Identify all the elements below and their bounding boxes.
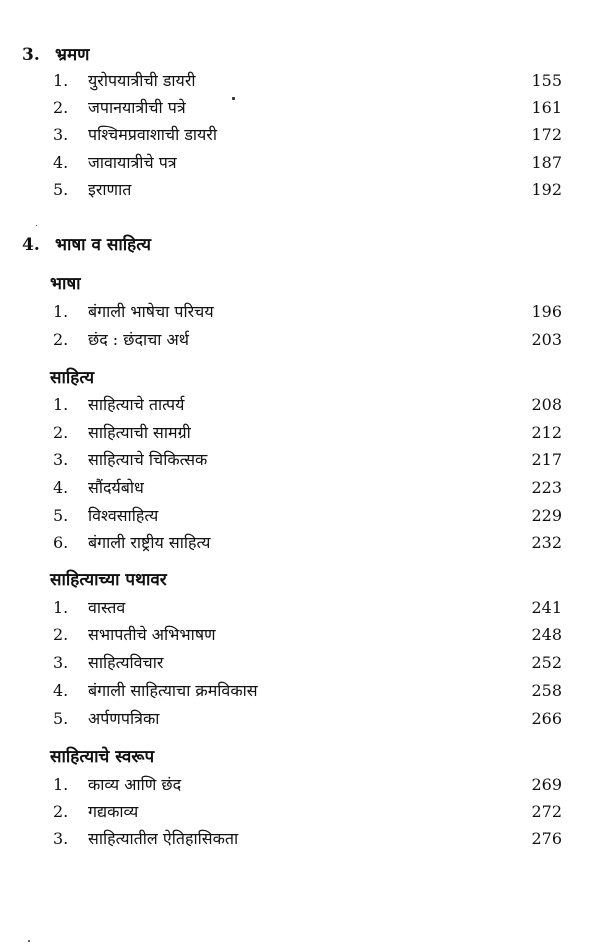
entry-page: 248 (531, 625, 562, 644)
toc-entry (0, 475, 600, 501)
toc-entry (0, 595, 600, 621)
entry-number: 1. (53, 302, 69, 321)
subsection-title: साहित्याचे स्वरूप (50, 747, 155, 767)
entry-title: सभापतीचे अभिभाषण (88, 625, 216, 644)
entry-page: 187 (531, 153, 562, 172)
subsection-heading (0, 271, 600, 297)
toc-entry (0, 503, 600, 529)
entry-page: 217 (531, 450, 562, 469)
entry-page: 208 (531, 395, 562, 414)
toc-entry (0, 327, 600, 353)
entry-title: युरोपयात्रीची डायरी (88, 71, 196, 90)
entry-number: 5. (53, 709, 69, 728)
entry-page: 241 (531, 598, 562, 617)
entry-number: 5. (53, 180, 69, 199)
entry-title: अर्पणपत्रिका (88, 709, 160, 728)
toc-entry (0, 299, 600, 325)
section-number: 4. (22, 235, 40, 255)
toc-entry (0, 68, 600, 94)
entry-title: साहित्यातील ऐतिहासिकता (88, 829, 239, 848)
subsection-heading (0, 567, 600, 593)
entry-title: बंगाली भाषेचा परिचय (88, 302, 214, 321)
entry-number: 4. (53, 153, 69, 172)
entry-number: 2. (53, 802, 69, 821)
toc-entry (0, 150, 600, 176)
entry-number: 1. (53, 775, 69, 794)
toc-entry (0, 678, 600, 704)
subsection-title: भाषा (50, 274, 81, 294)
entry-title: पश्चिमप्रवाशाची डायरी (88, 125, 217, 144)
entry-title: इराणात (88, 180, 132, 199)
toc-entry (0, 826, 600, 852)
entry-number: 1. (53, 71, 69, 90)
entry-page: 212 (531, 423, 562, 442)
scan-speck (36, 225, 37, 226)
section-number: 3. (22, 45, 40, 65)
subsection-heading (0, 365, 600, 391)
entry-number: 3. (53, 653, 69, 672)
toc-entry (0, 177, 600, 203)
toc-entry (0, 530, 600, 556)
entry-page: 161 (531, 98, 562, 117)
entry-page: 252 (531, 653, 562, 672)
entry-number: 2. (53, 330, 69, 349)
entry-number: 3. (53, 125, 69, 144)
entry-page: 258 (531, 681, 562, 700)
entry-title: काव्य आणि छंद (88, 775, 182, 794)
entry-page: 266 (531, 709, 562, 728)
entry-title: जावायात्रीचे पत्र (88, 153, 177, 172)
entry-number: 1. (53, 395, 69, 414)
subsection-title: साहित्याच्या पथावर (50, 570, 167, 590)
entry-title: वास्तव (88, 598, 126, 617)
entry-page: 269 (531, 775, 562, 794)
subsection-title: साहित्य (50, 368, 95, 388)
entry-number: 2. (53, 423, 69, 442)
entry-number: 4. (53, 681, 69, 700)
entry-number: 1. (53, 598, 69, 617)
toc-entry (0, 122, 600, 148)
entry-title: बंगाली राष्ट्रीय साहित्य (88, 533, 211, 552)
entry-title: साहित्यविचार (88, 653, 164, 672)
entry-number: 4. (53, 478, 69, 497)
entry-title: जपानयात्रीची पत्रे (88, 98, 186, 117)
toc-entry (0, 392, 600, 418)
toc-entry (0, 799, 600, 825)
section-title: भ्रमण (55, 45, 90, 65)
entry-page: 196 (531, 302, 562, 321)
entry-title: बंगाली साहित्याचा क्रमविकास (88, 681, 258, 700)
entry-page: 223 (531, 478, 562, 497)
entry-number: 6. (53, 533, 69, 552)
toc-entry (0, 706, 600, 732)
entry-number: 3. (53, 829, 69, 848)
scan-speck (232, 97, 235, 100)
entry-number: 2. (53, 98, 69, 117)
toc-entry (0, 772, 600, 798)
entry-title: छंद : छंदाचा अर्थ (88, 330, 189, 349)
entry-title: साहित्याचे चिकित्सक (88, 450, 208, 469)
entry-title: साहित्याची सामग्री (88, 423, 191, 442)
toc-entry (0, 650, 600, 676)
entry-page: 276 (531, 829, 562, 848)
entry-number: 2. (53, 625, 69, 644)
toc-entry (0, 95, 600, 121)
entry-title: साहित्याचे तात्पर्य (88, 395, 185, 414)
section-heading (0, 42, 600, 68)
entry-title: विश्वसाहित्य (88, 506, 159, 525)
toc-entry (0, 447, 600, 473)
entry-page: 272 (531, 802, 562, 821)
entry-page: 155 (531, 71, 562, 90)
entry-page: 229 (531, 506, 562, 525)
entry-page: 232 (531, 533, 562, 552)
entry-page: 172 (531, 125, 562, 144)
entry-page: 192 (531, 180, 562, 199)
entry-title: सौंदर्यबोध (88, 478, 144, 497)
toc-entry (0, 420, 600, 446)
entry-number: 3. (53, 450, 69, 469)
section-heading (0, 232, 600, 258)
entry-number: 5. (53, 506, 69, 525)
entry-page: 203 (531, 330, 562, 349)
section-title: भाषा व साहित्य (55, 235, 151, 255)
scan-speck (28, 940, 30, 942)
subsection-heading (0, 744, 600, 770)
toc-entry (0, 622, 600, 648)
entry-title: गद्यकाव्य (88, 802, 139, 821)
